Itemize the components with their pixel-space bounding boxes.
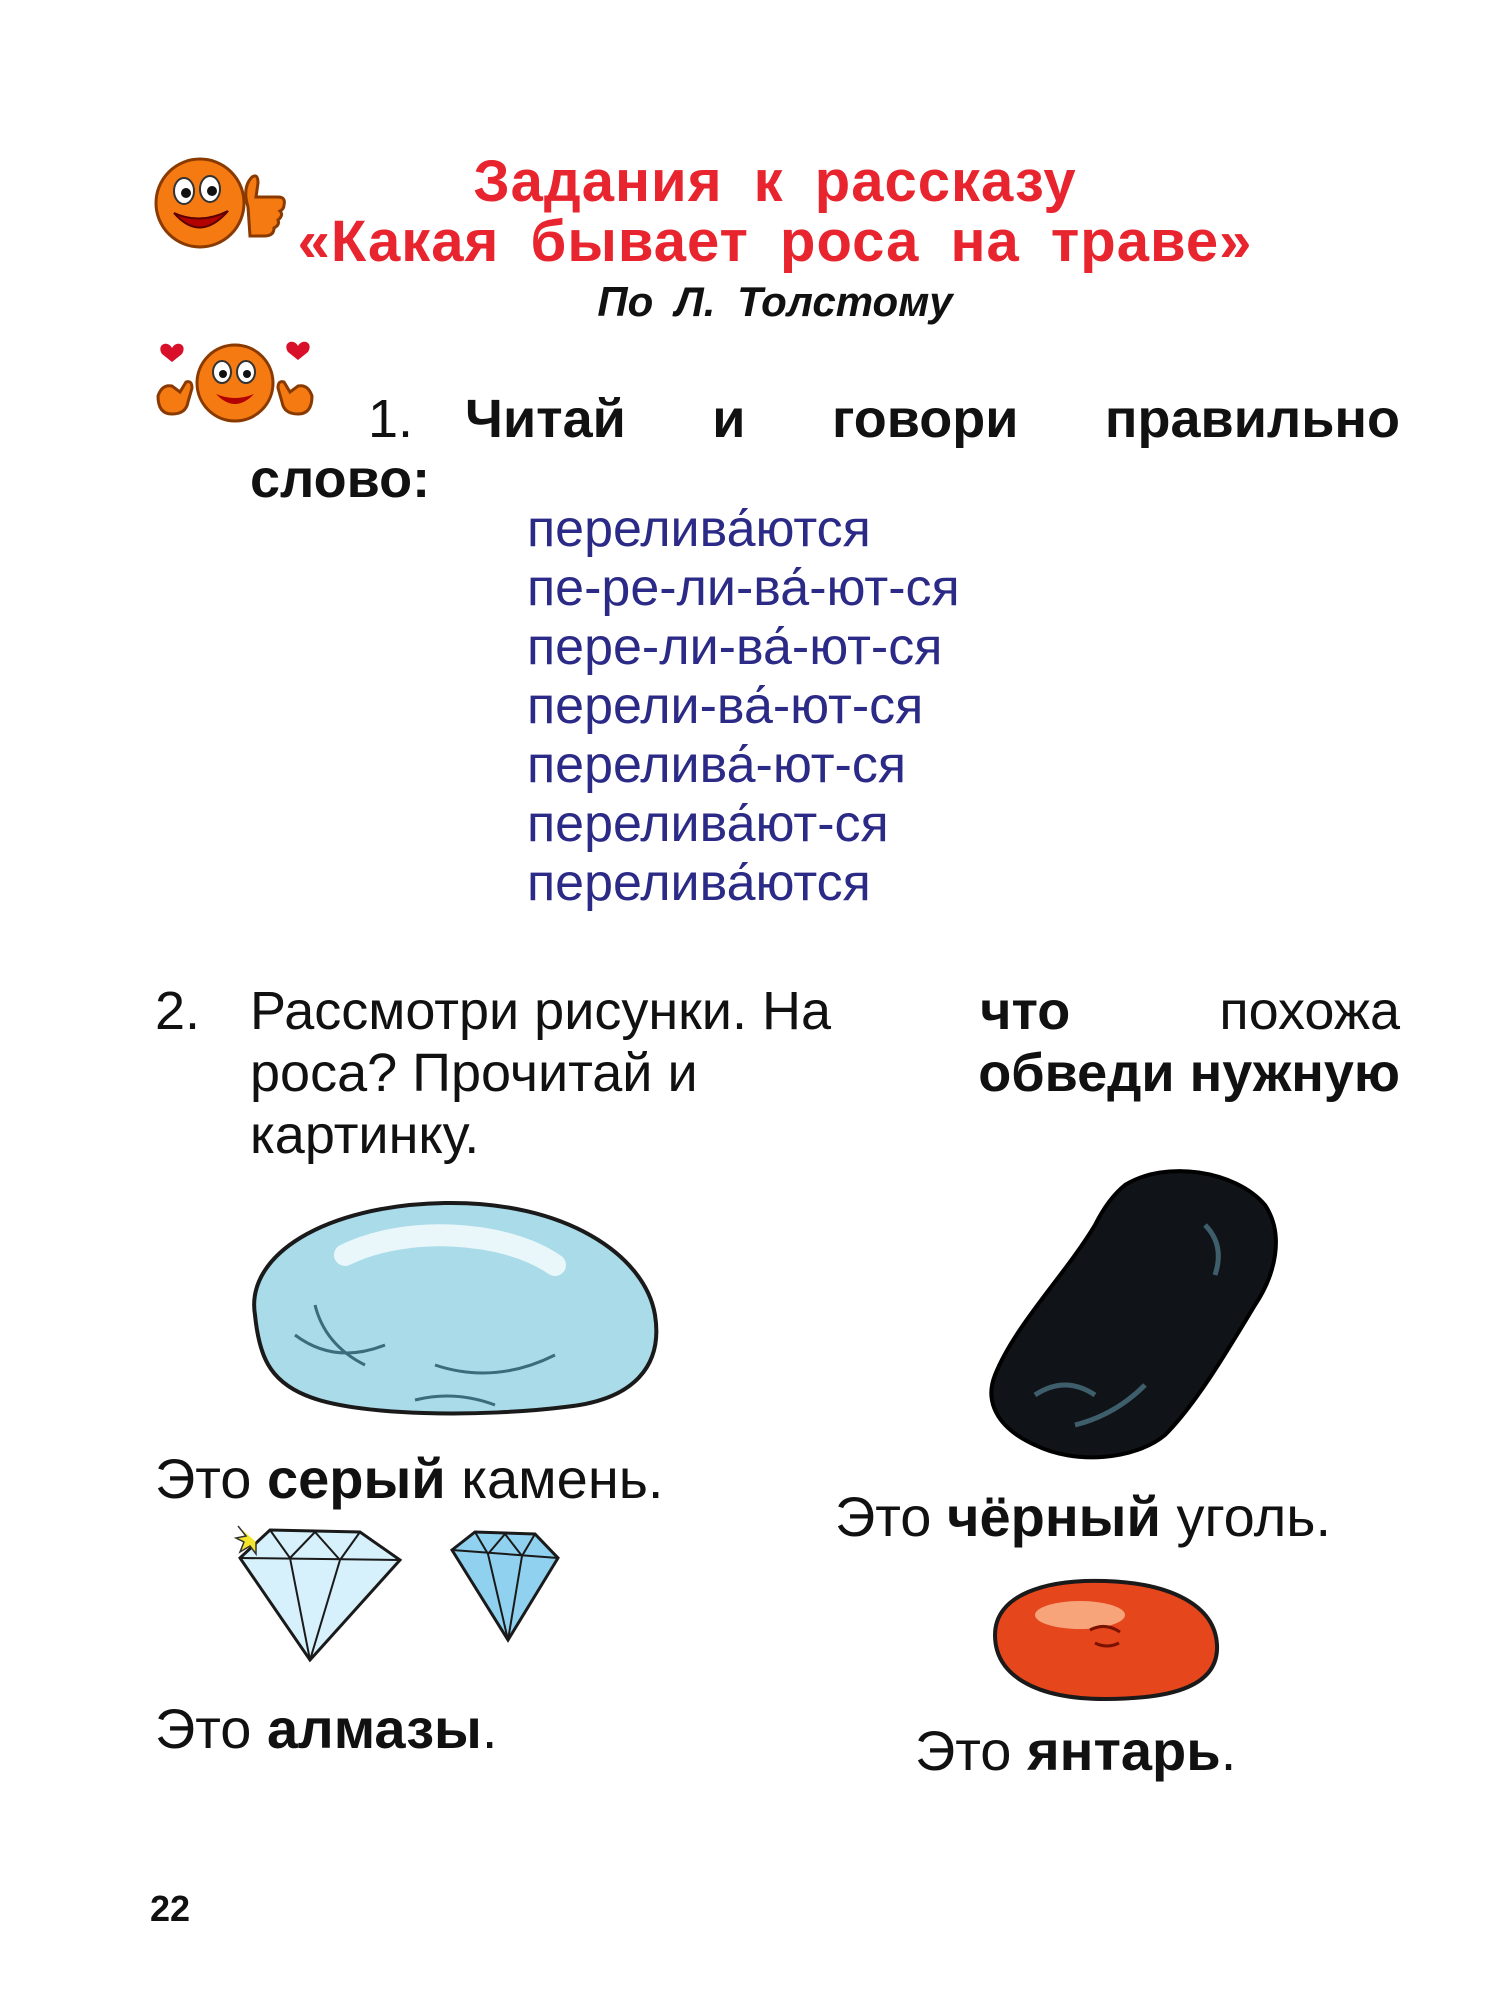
title-line-1: Задания к рассказу (473, 149, 1077, 214)
caption-stone-bold: серый (266, 1447, 446, 1510)
caption-stone (155, 1446, 663, 1511)
task2-number: 2. (155, 981, 201, 1041)
caption-coal-bold: чёрный (946, 1485, 1161, 1548)
task1-text: Читай и говори правильно (465, 389, 1400, 449)
caption-diamonds (155, 1696, 497, 1761)
task2-line1-b: похожа (1219, 981, 1400, 1041)
caption-coal-pre: Это (835, 1485, 932, 1548)
task2-line1-bold: что (980, 981, 1071, 1041)
caption-amber (915, 1718, 1236, 1783)
amber-illustration (985, 1575, 1225, 1705)
syllable-line: пе-ре-ли-ва́-ют-ся (527, 559, 960, 617)
syllable-line: пере-ли-ва́-ют-ся (527, 618, 943, 676)
task2-line2-a: роса? Прочитай и (250, 1043, 698, 1103)
caption-amber-post: . (1220, 1719, 1237, 1782)
syllable-line: перелива́ют-ся (527, 795, 889, 853)
caption-coal (835, 1484, 1331, 1549)
title-line-2: «Какая бывает роса на траве» (297, 209, 1253, 274)
caption-diamonds-post: . (481, 1697, 498, 1760)
task2-line-1 (250, 980, 1400, 1042)
syllable-line: перелива́ются (527, 500, 871, 558)
diamonds-illustration (230, 1520, 580, 1670)
page-number: 22 (150, 1888, 191, 1929)
task1-text-line2: слово: (250, 449, 431, 509)
gray-stone-illustration (235, 1195, 665, 1425)
task2-line2-bold: обведи нужную (978, 1043, 1400, 1103)
author-line: По Л. Толстому (597, 278, 953, 325)
caption-amber-pre: Это (915, 1719, 1012, 1782)
black-coal-illustration (975, 1165, 1305, 1465)
diamond-large (236, 1526, 400, 1660)
caption-diamonds-bold: алмазы (266, 1697, 482, 1760)
task2-line1-a: Рассмотри рисунки. На (250, 981, 832, 1041)
diamond-small (452, 1532, 558, 1640)
syllable-list (527, 500, 960, 913)
caption-stone-pre: Это (155, 1447, 252, 1510)
caption-stone-post: камень. (461, 1447, 664, 1510)
syllable-line: перелива́ются (527, 854, 871, 912)
syllable-line: перели-ва́-ют-ся (527, 677, 924, 735)
caption-diamonds-pre: Это (155, 1697, 252, 1760)
task1-number: 1. (368, 389, 414, 449)
hearts-smiley-icon (150, 338, 320, 428)
task2-line-2 (250, 1042, 1400, 1104)
caption-amber-bold: янтарь (1026, 1719, 1221, 1782)
caption-coal-post: уголь. (1176, 1485, 1332, 1548)
task2-line-3: картинку. (250, 1105, 480, 1165)
syllable-line: перелива́-ют-ся (527, 736, 907, 794)
